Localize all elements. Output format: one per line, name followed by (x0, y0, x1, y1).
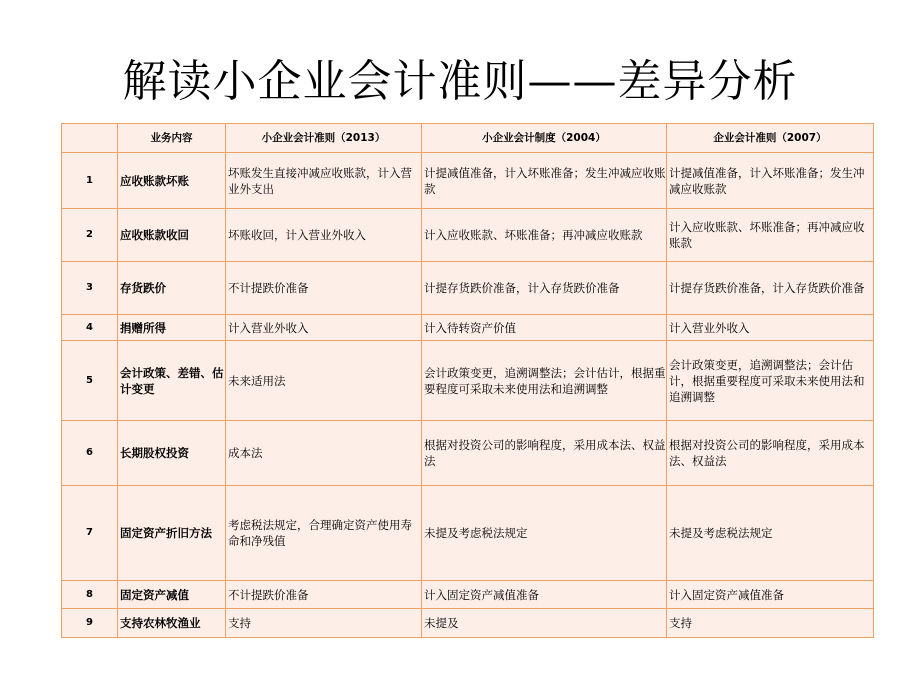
sys2004-cell: 计提存货跌价准备，计入存货跌价准备 (422, 262, 667, 315)
row-number-cell: 5 (62, 341, 118, 421)
sys2004-cell: 计提减值准备，计入坏账准备；发生冲减应收账款 (422, 153, 667, 209)
header-cell-item: 业务内容 (118, 124, 226, 153)
table-row (62, 153, 874, 209)
std2007-cell: 根据对投资公司的影响程度，采用成本法、权益法 (667, 421, 874, 486)
std2007-cell: 支持 (667, 609, 874, 638)
std2013-cell: 不计提跌价准备 (226, 262, 422, 315)
table-row (62, 421, 874, 486)
sys2004-cell: 根据对投资公司的影响程度，采用成本法、权益法 (422, 421, 667, 486)
page-title: 解读小企业会计准则——差异分析 (122, 56, 798, 107)
row-number-cell: 7 (62, 486, 118, 581)
std2013-cell: 未来适用法 (226, 341, 422, 421)
table-row (62, 486, 874, 581)
std2007-cell: 未提及考虑税法规定 (667, 486, 874, 581)
business-item-cell: 固定资产减值 (118, 581, 226, 609)
table-row (62, 341, 874, 421)
row-number-cell: 4 (62, 315, 118, 341)
table-row (62, 581, 874, 609)
std2013-cell: 成本法 (226, 421, 422, 486)
row-number-cell: 9 (62, 609, 118, 638)
row-number-cell: 6 (62, 421, 118, 486)
std2007-cell: 计提存货跌价准备，计入存货跌价准备 (667, 262, 874, 315)
difference-table (61, 123, 874, 638)
business-item-cell: 存货跌价 (118, 262, 226, 315)
business-item-cell: 会计政策、差错、估计变更 (118, 341, 226, 421)
table-row (62, 609, 874, 638)
business-item-cell: 固定资产折旧方法 (118, 486, 226, 581)
sys2004-cell: 未提及 (422, 609, 667, 638)
std2007-cell: 计提减值准备，计入坏账准备；发生冲减应收账款 (667, 153, 874, 209)
header-cell-std2007: 企业会计准则（2007） (667, 124, 874, 153)
business-item-cell: 应收账款收回 (118, 209, 226, 262)
sys2004-cell: 会计政策变更，追溯调整法；会计估计，根据重要程度可采取未来使用法和追溯调整 (422, 341, 667, 421)
row-number-cell: 8 (62, 581, 118, 609)
std2007-cell: 计入营业外收入 (667, 315, 874, 341)
std2007-cell: 会计政策变更，追溯调整法；会计估计，根据重要程度可采取未来使用法和追溯调整 (667, 341, 874, 421)
sys2004-cell: 未提及考虑税法规定 (422, 486, 667, 581)
sys2004-cell: 计入固定资产减值准备 (422, 581, 667, 609)
table-header-row (62, 124, 874, 153)
std2007-cell: 计入固定资产减值准备 (667, 581, 874, 609)
table-row (62, 262, 874, 315)
business-item-cell: 支持农林牧渔业 (118, 609, 226, 638)
business-item-cell: 长期股权投资 (118, 421, 226, 486)
sys2004-cell: 计入待转资产价值 (422, 315, 667, 341)
std2013-cell: 支持 (226, 609, 422, 638)
header-cell-number (62, 124, 118, 153)
std2013-cell: 不计提跌价准备 (226, 581, 422, 609)
std2013-cell: 坏账收回，计入营业外收入 (226, 209, 422, 262)
sys2004-cell: 计入应收账款、坏账准备；再冲减应收账款 (422, 209, 667, 262)
std2007-cell: 计入应收账款、坏账准备；再冲减应收账款 (667, 209, 874, 262)
row-number-cell: 2 (62, 209, 118, 262)
business-item-cell: 捐赠所得 (118, 315, 226, 341)
table-row (62, 315, 874, 341)
std2013-cell: 坏账发生直接冲减应收账款，计入营业外支出 (226, 153, 422, 209)
row-number-cell: 3 (62, 262, 118, 315)
header-cell-sys2004: 小企业会计制度（2004） (422, 124, 667, 153)
row-number-cell: 1 (62, 153, 118, 209)
table-row (62, 209, 874, 262)
std2013-cell: 考虑税法规定，合理确定资产使用寿命和净残值 (226, 486, 422, 581)
header-cell-std2013: 小企业会计准则（2013） (226, 124, 422, 153)
business-item-cell: 应收账款坏账 (118, 153, 226, 209)
std2013-cell: 计入营业外收入 (226, 315, 422, 341)
